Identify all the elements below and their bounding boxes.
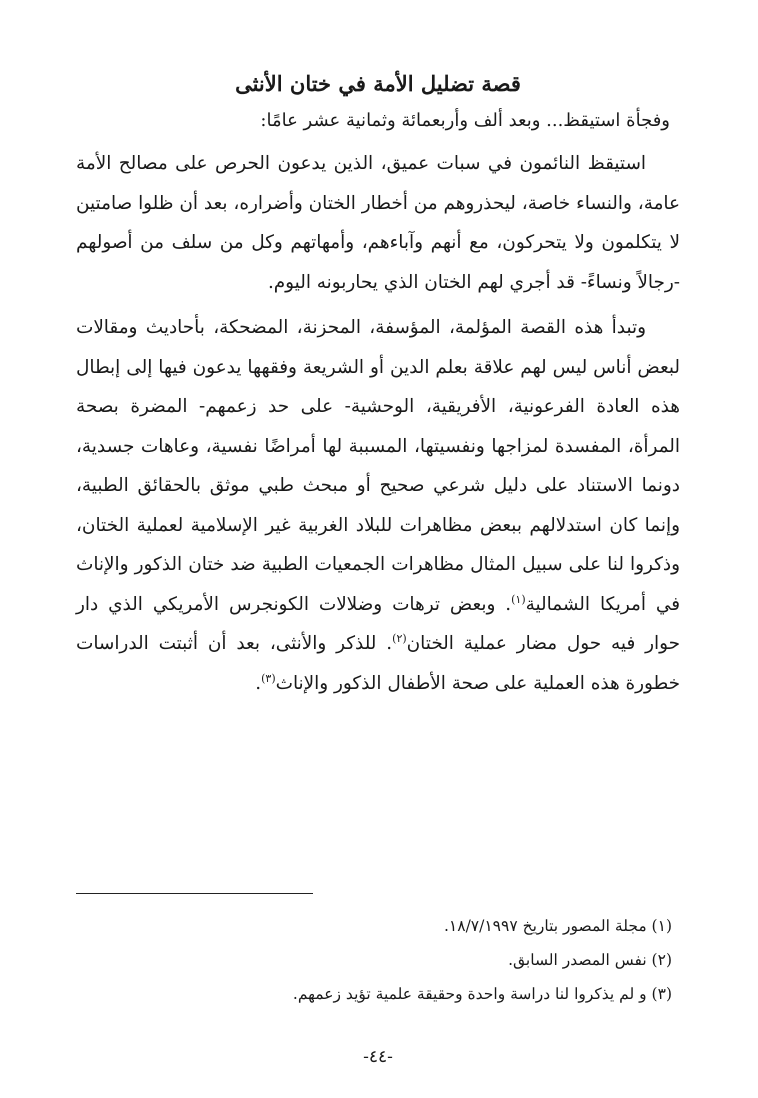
- footnote-1: (١) مجلة المصور بتاريخ ١٨/٧/١٩٩٧.: [443, 917, 672, 935]
- paragraph-2-text-part3: . للذكر والأنثى، بعد أن أثبتت الدراسات خطورة هذه العملية على صحة الأطفال الذكور والإناث: [76, 633, 680, 694]
- document-page: [76, 64, 680, 1074]
- page-number: -٤٤-: [363, 1047, 393, 1067]
- chapter-title: قصة تضليل الأمة في ختان الأنثى: [235, 71, 521, 96]
- paragraph-2-text-part2: . وبعض ترهات وضلالات الكونجرس الأمريكي الذي دار حوار فيه حول مضار عملية الختان: [76, 593, 680, 654]
- paragraph-2-text-part4: .: [255, 672, 262, 694]
- footnote-ref-2[interactable]: (٢): [392, 631, 407, 645]
- paragraph-2-text-part1: وتبدأ هذه القصة المؤلمة، المؤسفة، المحزنة، المضحكة، بأحاديث ومقالات لبعض أناس ليس لهم علاقة بعلم الدين أو الشريعة وفقهها يدعون فيها إلى إبطال هذه العادة الفرعونية، الأفريقية، الوحشية- على حد زعمهم- المضرة بصحة المرأة، المفسدة لمزاجها ونفسيتها، المسببة لها أمراضًا نفسية، وعاهات جسدية، دونما الاستناد على دليل شرعي صحيح أو مبحث طبي موثق بالحقائق الطبية، وإنما كان استدلالهم ببعض مظاهرات للبلاد الغربية غير الإسلامية لعملية الختان، وذكروا لنا على سبيل المثال مظاهرات الجمعيات الطبية ضد ختان الذكور والإناث في أمريكا الشمالية: [76, 317, 681, 615]
- footnotes: [76, 909, 672, 1011]
- footnote-divider: [76, 893, 313, 894]
- paragraph-1: [76, 144, 680, 302]
- footnote-ref-1[interactable]: (١): [511, 592, 526, 606]
- footnote-ref-3[interactable]: (٣): [261, 671, 276, 685]
- paragraph-2: [76, 308, 680, 703]
- footnote-2: (٢) نفس المصدر السابق.: [508, 951, 672, 969]
- chapter-subtitle: وفجأة استيقظ... وبعد ألف وأربعمائة وثمانية عشر عامًا:: [260, 110, 670, 131]
- footnote-3: (٣) و لم يذكروا لنا دراسة واحدة وحقيقة علمية تؤيد زعمهم.: [292, 985, 672, 1003]
- paragraph-1-text: استيقظ النائمون في سبات عميق، الذين يدعون الحرص على مصالح الأمة عامة، والنساء خاصة، ليحذروهم من أخطار الختان وأضراره، بعد أن ظلوا صامتين لا يتكلمون ولا يتحركون، مع أنهم وآباءهم، وأمهاتهم وكل من سلف من أصولهم -رجالاً ونساءً- قد أجري لهم الختان الذي يحاربونه اليوم.: [76, 153, 680, 293]
